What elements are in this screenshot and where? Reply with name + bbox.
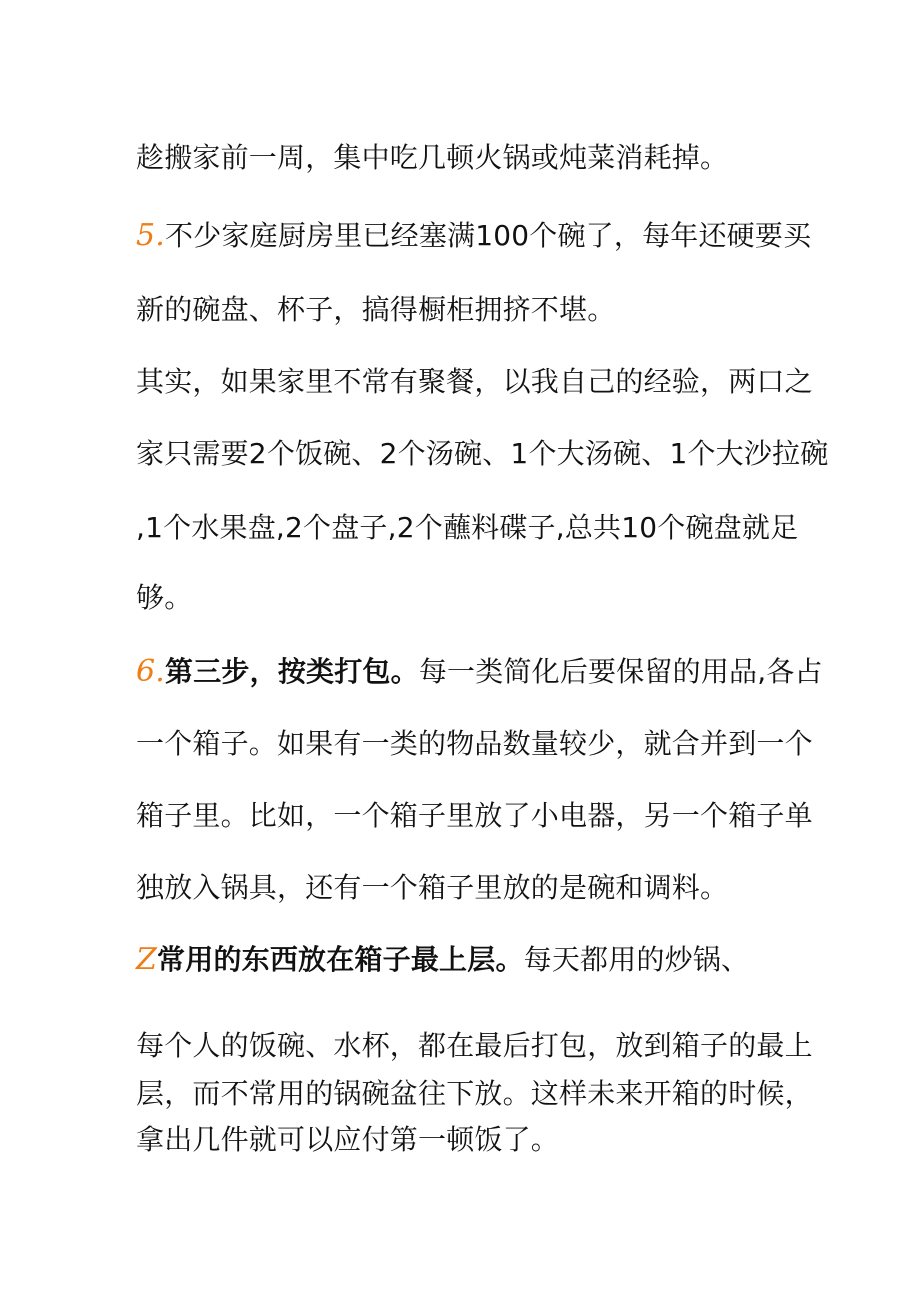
text-line-9 <box>136 724 813 764</box>
text-line-11 <box>136 868 786 908</box>
text-line-6 <box>136 508 799 548</box>
line-5-text: 家只需要2个饭碗、2个汤碗、1个大汤碗、1个大沙拉碗 <box>136 437 829 470</box>
item-7-heading: 常用的东西放在箱子最上层。 <box>157 943 524 976</box>
text-line-14 <box>136 1074 813 1114</box>
item-6-text: 每一类简化后要保留的用品,各占 <box>418 655 823 688</box>
text-line-3 <box>136 290 786 330</box>
line-13-text: 每个人的饭碗、水杯，都在最后打包，放到箱子的最上 <box>136 1029 813 1062</box>
item-6-line <box>136 652 823 692</box>
line-6-text: ,1个水果盘,2个盘子,2个蘸料碟子,总共10个碗盘就足 <box>136 511 799 544</box>
item-7-number: Z <box>136 942 158 977</box>
item-6-heading: 第三步，按类打包。 <box>165 655 419 688</box>
text-line-1 <box>136 138 786 178</box>
item-7-line <box>136 940 786 980</box>
item-5-text: 不少家庭厨房里已经塞满100个碗了，每年还硬要买 <box>165 219 812 252</box>
text-line-15 <box>136 1120 786 1160</box>
line-14-text: 层，而不常用的锅碗盆往下放。这样未来开箱的时候， <box>136 1077 813 1110</box>
line-7-text: 够。 <box>136 581 193 614</box>
text-line-5 <box>136 434 829 474</box>
line-3-text: 新的碗盘、杯子，搞得橱柜拥挤不堪。 <box>136 293 616 326</box>
line-9-text: 一个箱子。如果有一类的物品数量较少，就合并到一个 <box>136 727 813 760</box>
line-1-text: 趁搬家前一周，集中吃几顿火锅或炖菜消耗掉。 <box>136 141 729 174</box>
line-4-text: 其实，如果家里不常有聚餐，以我自己的经验，两口之 <box>136 365 813 398</box>
item-6-number: 6. <box>136 654 166 689</box>
line-11-text: 独放入锅具，还有一个箱子里放的是碗和调料。 <box>136 871 729 904</box>
text-line-7 <box>136 578 786 618</box>
text-line-4 <box>136 362 813 402</box>
text-line-10 <box>136 796 813 836</box>
item-7-text: 每天都用的炒锅、 <box>523 943 750 976</box>
line-10-text: 箱子里。比如，一个箱子里放了小电器，另一个箱子单 <box>136 799 813 832</box>
item-5-number: 5. <box>136 218 166 253</box>
line-15-text: 拿出几件就可以应付第一顿饭了。 <box>136 1123 560 1156</box>
item-5-line <box>136 216 812 256</box>
text-line-13 <box>136 1026 813 1066</box>
